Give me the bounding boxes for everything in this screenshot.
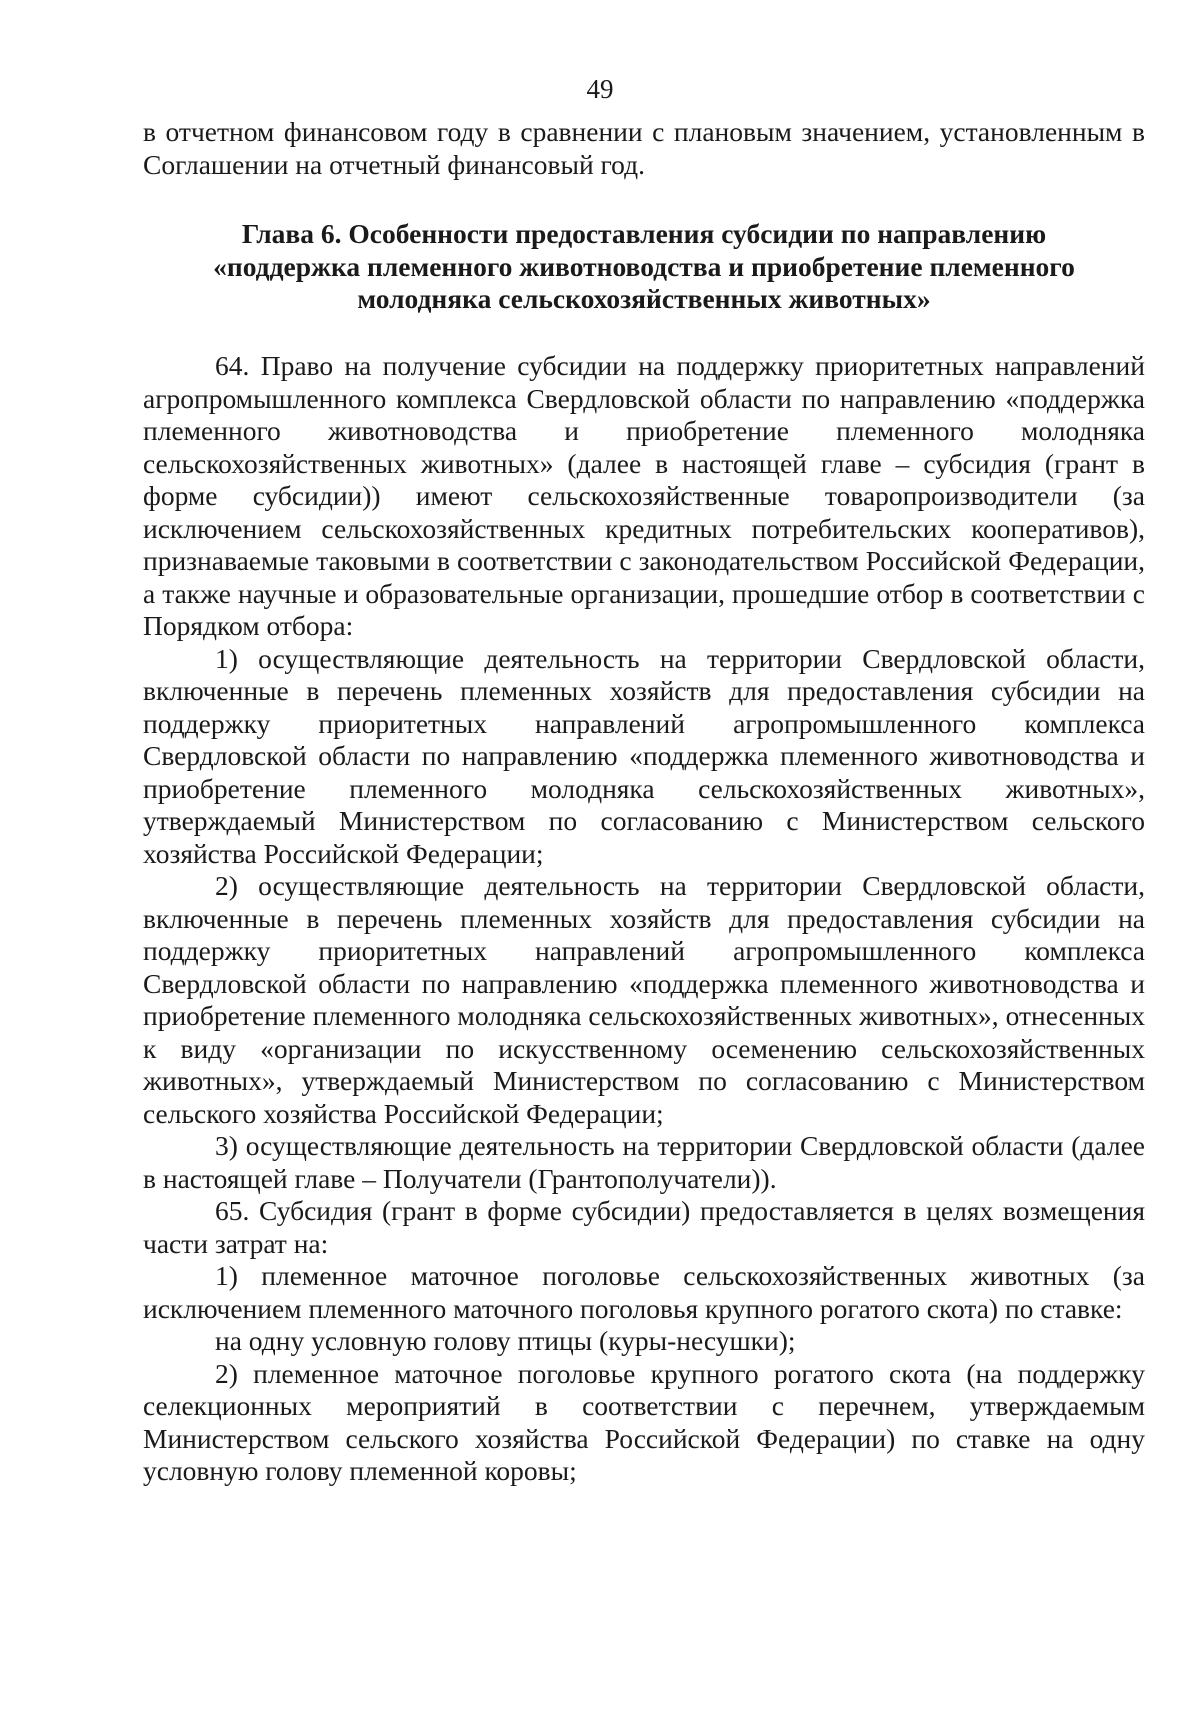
- chapter-title-line-1: Глава 6. Особенности предоставления субсидии по направлению: [241, 218, 1047, 249]
- list-item-64-2: 2) осуществляющие деятельность на территории Свердловской области, включенные в перечень племенных хозяйств для предоставления субсидии на поддержку приоритетных направлений агропромышленного комплекса Свердловской области по направлению «поддержка племенного животноводства и приобретение племенного молодняка сельскохозяйственных животных», отнесенных к виду «организации по искусственному осеменению сельскохозяйственных животных», утверждаемый Министерством по согласованию с Министерством сельского хозяйства Российской Федерации;: [143, 870, 1145, 1129]
- intro-continuation-paragraph: в отчетном финансовом году в сравнении с плановым значением, установленным в Соглашении на отчетный финансовый год.: [143, 116, 1145, 180]
- list-item-64-1: 1) осуществляющие деятельность на территории Свердловской области, включенные в перечень племенных хозяйств для предоставления субсидии на поддержку приоритетных направлений агропромышленного комплекса Свердловской области по направлению «поддержка племенного животноводства и приобретение племенного молодняка сельскохозяйственных животных», утверждаемый Министерством по согласованию с Министерством сельского хозяйства Российской Федерации;: [143, 642, 1145, 869]
- list-item-65-2: 2) племенное маточное поголовье крупного рогатого скота (на поддержку селекционных мероприятий в соответствии с перечнем, утверждаемым Министерством сельского хозяйства Российской Федерации) по ставке на одну условную голову племенной коровы;: [143, 1357, 1145, 1486]
- list-item-64-3: 3) осуществляющие деятельность на территории Свердловской области (далее в настоящей главе – Получатели (Грантополучатели)).: [143, 1130, 1145, 1194]
- list-item-65-1: 1) племенное маточное поголовье сельскохозяйственных животных (за исключением племенного маточного поголовья крупного рогатого скота) по ставке:: [143, 1260, 1145, 1324]
- chapter-title-line-3: молодняка сельскохозяйственных животных»: [357, 283, 931, 314]
- paragraph-64: 64. Право на получение субсидии на поддержку приоритетных направлений агропромышленного комплекса Свердловской области по направлению «поддержка племенного животноводства и приобретение племенного молодняка сельскохозяйственных животных» (далее в настоящей главе – субсидия (грант в форме субсидии)) имеют сельскохозяйственные товаропроизводители (за исключением сельскохозяйственных кредитных потребительских кооперативов), признаваемые таковыми в соответствии с законодательством Российской Федерации, а также научные и образовательные организации, прошедшие отбор в соответствии с Порядком отбора:: [143, 350, 1145, 641]
- list-item-65-1-rate: на одну условную голову птицы (куры-несушки);: [215, 1325, 796, 1356]
- chapter-heading: [170, 218, 1118, 316]
- chapter-body: [143, 350, 1145, 1488]
- intro-continuation-block: [143, 116, 1145, 181]
- paragraph-65: 65. Субсидия (грант в форме субсидии) предоставляется в целях возмещения части затрат на:: [143, 1195, 1145, 1259]
- chapter-title-line-2: «поддержка племенного животноводства и приобретение племенного: [213, 250, 1075, 282]
- page-number: 49: [586, 74, 614, 104]
